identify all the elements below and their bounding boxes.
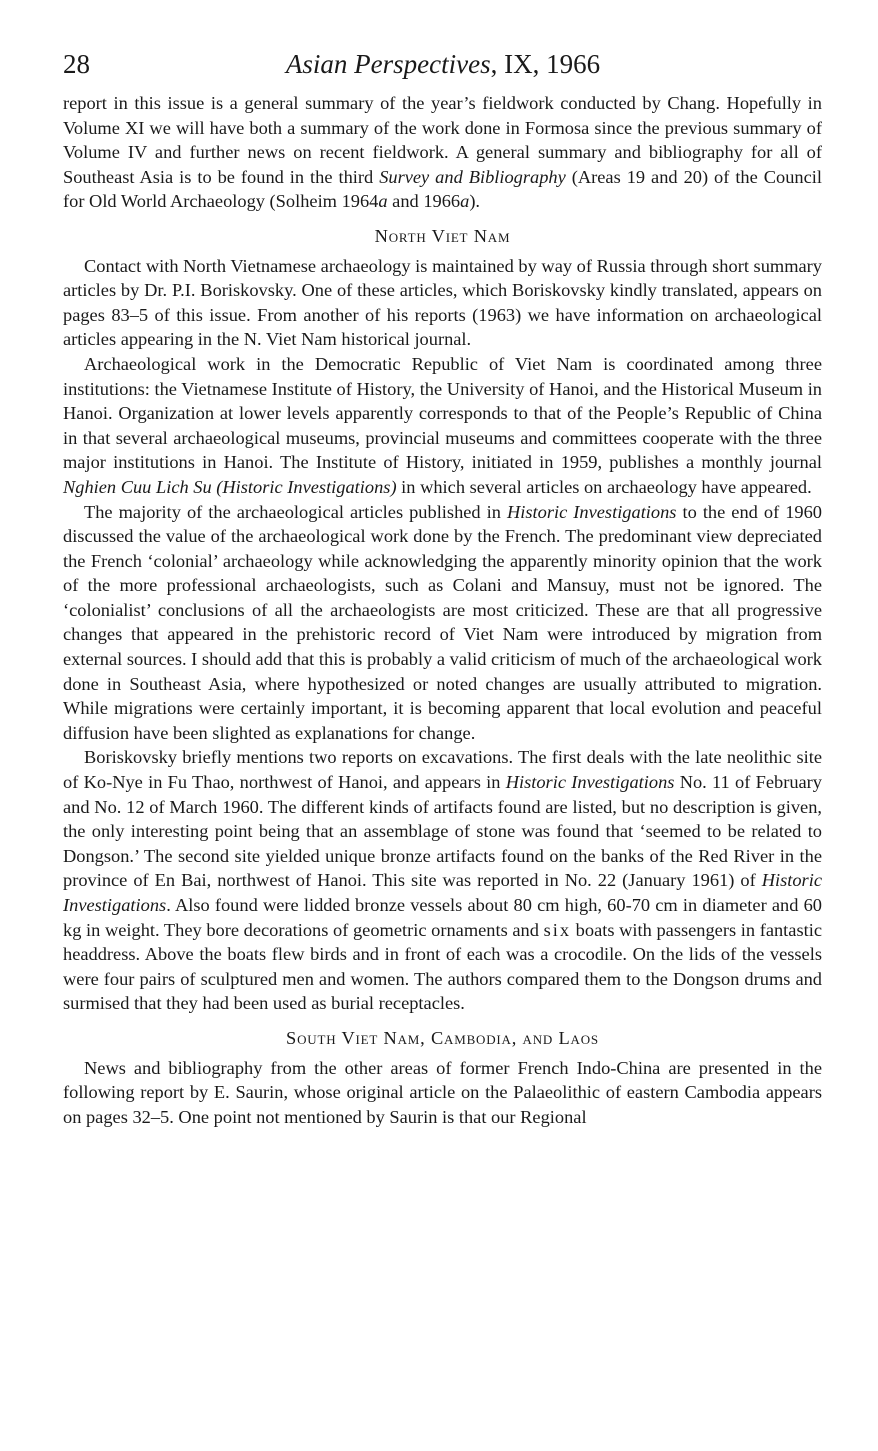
section-heading: North Viet Nam <box>374 225 511 246</box>
text-run: (Areas 19 and 20) of the Council for Old World Archaeology (Solheim 1964 <box>63 166 822 212</box>
spaced-emphasis: six <box>543 919 572 940</box>
text-run: No. 11 of February and No. 12 of March 1960. The different kinds of artifacts found are listed, but no description is given, the only interesting point being that an assemblage of stone was found that ‘seemed to be related to Dongson.’ The second site yielded unique bronze artifacts found on the banks of the Red River in the province of En Bai, northwest of Hanoi. This site was reported in No. 22 (January 1961) of <box>63 772 822 891</box>
italic-text: Historic Investigations <box>506 501 677 522</box>
text-run: report in this issue is a general summary of the year’s fieldwork conducted by Chang. Hopefully in Volume XI we will have both a summary of the work done in Formosa since the previous summary of Volume IV and further news on recent fieldwork. A general summary and bibliography for all of Southeast Asia is to be found in the third <box>63 93 822 187</box>
italic-text: Nghien Cuu Lich Su (Historic Investigations) <box>63 476 397 497</box>
italic-text: a <box>460 191 470 212</box>
text-run: Archaeological work in the Democratic Republic of Viet Nam is coordinated among three institutions: the Vietnamese Institute of History, the University of Hanoi, and the Historical Museum in Hanoi. Organization at lower levels apparently corresponds to that of the People’s Republic of China in that several archaeological museums, provincial museums and committees cooperate with the three major institutions in Hanoi. The Institute of History, initiated in 1959, publishes a monthly journal <box>63 353 822 473</box>
italic-text: Historic Investigations <box>63 870 822 915</box>
page-number: 28 <box>63 49 90 79</box>
journal-title: Asian Perspectives <box>285 49 491 79</box>
continued-paragraph <box>63 91 822 214</box>
text-run: boats with passengers in fantastic headdress. Above the boats flew birds and in front of each was a crocodile. On the lids of the vessels were four pairs of sculptured men and women. The authors compared them to the Dongson drums and surmised that they had been used as burial receptacles. <box>63 919 822 1014</box>
section-heading: South Viet Nam, Cambodia, and Laos <box>286 1027 599 1048</box>
paragraph <box>63 500 822 746</box>
text-run: Boriskovsky briefly mentions two reports on excavations. The first deals with the late neolithic site of Ko-Nye in Fu Thao, northwest of Hanoi, and appears in <box>63 747 822 793</box>
text-run: Contact with North Vietnamese archaeology is maintained by way of Russia through short summary articles by Dr. P.I. Boriskovsky. One of these articles, which Boriskovsky kindly translated, appears on pages 83–5 of this issue. From another of his reports (1963) we have information on archaeological articles appearing in the N. Viet Nam historical journal. <box>63 255 822 350</box>
paragraph <box>63 254 822 352</box>
paragraph <box>63 1056 822 1130</box>
running-header <box>63 44 823 84</box>
text-run: to the end of 1960 discussed the value of the archaeological work done by the French. The predominant view depreciated the French ‘colonial’ archaeology while acknowledging the apparently minority opinion that the work of the more professional archaeologists, such as Colani and Mansuy, must not be ignored. The ‘colonialist’ conclusions of all the archaeologists are most criticized. These are that all progressive changes that appeared in the prehistoric record of Viet Nam were introduced by migration from external sources. I should add that this is probably a valid criticism of much of the archaeological work done in Southeast Asia, where hypothesized or noted changes are usually attributed to migration. While migrations were certainly important, it is becoming apparent that local evolution and peaceful diffusion have been slighted as explanations for change. <box>63 501 822 743</box>
text-run: and 1966 <box>387 191 461 212</box>
volume-year: , IX, 1966 <box>490 49 601 79</box>
italic-text: Historic Investigations <box>505 772 675 793</box>
text-run: News and bibliography from the other areas of former French Indo-China are presented in the following report by E. Saurin, whose original article on the Palaeolithic of eastern Cambodia appears on pages 32–5. One point not mentioned by Saurin is that our Regional <box>63 1057 822 1127</box>
text-run: in which several articles on archaeology have appeared. <box>396 476 812 497</box>
section-south-viet-nam-cambodia-laos <box>63 1026 822 1129</box>
section-north-viet-nam <box>63 224 822 1016</box>
article-body <box>63 91 822 1129</box>
paragraph <box>63 745 822 1016</box>
italic-text: a <box>378 191 388 212</box>
text-run: . Also found were lidded bronze vessels about 80 cm high, 60-70 cm in diameter and 60 kg in weight. They bore decorations of geometric ornaments and <box>63 895 822 940</box>
paragraph <box>63 352 822 500</box>
text-run: ). <box>469 191 481 212</box>
italic-text: Survey and Bibliography <box>379 166 566 187</box>
running-title <box>63 44 823 84</box>
text-run: The majority of the archaeological articles published in <box>84 501 507 522</box>
